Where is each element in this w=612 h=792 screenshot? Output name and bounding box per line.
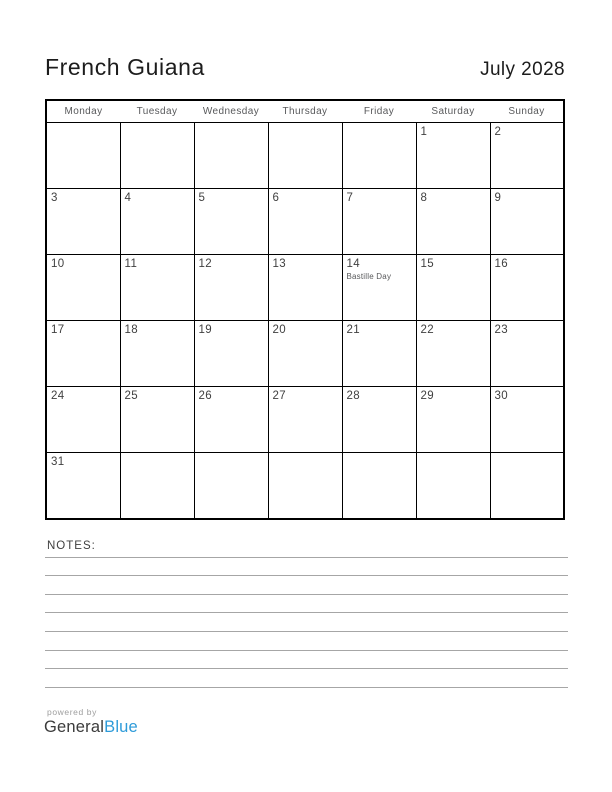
day-number: 6 [272,192,280,204]
calendar-cell [120,387,194,453]
note-line [45,669,568,688]
calendar-cell [194,453,268,520]
calendar-cell [490,387,564,453]
calendar-cell [416,123,490,189]
weekday-header: Tuesday [120,100,194,123]
calendar-cell [268,189,342,255]
notes-lines [45,539,568,688]
day-number: 28 [346,390,361,402]
calendar-cell [342,255,416,321]
brand-segment-blue: Blue [104,718,138,736]
day-number: 11 [124,258,138,270]
day-number: 20 [272,324,287,336]
calendar-cell [46,387,120,453]
calendar-cell [342,387,416,453]
day-number: 18 [124,324,139,336]
day-number: 24 [51,390,65,402]
calendar-cell [46,123,120,189]
day-number: 1 [420,126,428,138]
calendar-cell [120,189,194,255]
day-number: 29 [420,390,435,402]
calendar-cell [342,123,416,189]
day-number: 17 [51,324,65,336]
calendar-cell [268,321,342,387]
day-number: 5 [198,192,206,204]
calendar-week-row [46,255,564,321]
day-number: 10 [51,258,65,270]
day-number: 3 [51,192,58,204]
note-line [45,595,568,614]
calendar-cell [194,321,268,387]
footer-brand-block [44,707,138,737]
month-year-label: July 2028 [480,59,565,80]
calendar-cell [46,453,120,520]
document-header [45,54,565,81]
powered-by-label: powered by [47,707,97,717]
calendar-cell [194,255,268,321]
calendar-cell [120,321,194,387]
day-number: 27 [272,390,287,402]
calendar-cell [46,255,120,321]
day-number: 31 [51,456,65,468]
calendar-cell [194,123,268,189]
calendar-cell [342,321,416,387]
calendar-grid [45,99,565,520]
day-number: 30 [494,390,509,402]
note-line [45,632,568,651]
note-line [45,539,568,558]
weekday-header: Saturday [416,100,490,123]
note-line [45,576,568,595]
calendar-week-row [46,123,564,189]
calendar-cell [120,123,194,189]
weekday-header: Wednesday [194,100,268,123]
calendar-cell [120,453,194,520]
note-line [45,558,568,577]
day-number: 14 [346,258,361,270]
calendar-cell [194,189,268,255]
calendar-cell [46,321,120,387]
weekday-header: Monday [46,100,120,123]
calendar-cell [490,321,564,387]
calendar-cell [268,387,342,453]
calendar-cell [342,453,416,520]
page-title: French Guiana [45,54,205,80]
day-number: 21 [346,324,361,336]
day-number: 13 [272,258,287,270]
calendar-cell [416,321,490,387]
note-line [45,613,568,632]
calendar-cell [268,453,342,520]
calendar-cell [490,189,564,255]
day-number: 25 [124,390,139,402]
day-number: 4 [124,192,132,204]
calendar-cell [120,255,194,321]
calendar-cell [268,255,342,321]
calendar-week-row [46,321,564,387]
day-number: 19 [198,324,213,336]
brand-logo [44,718,138,737]
calendar-cell [490,453,564,520]
holiday-label: Bastille Day [346,272,392,282]
calendar-cell [46,189,120,255]
day-number: 23 [494,324,509,336]
weekday-header: Sunday [490,100,564,123]
calendar-week-row [46,387,564,453]
weekday-header: Thursday [268,100,342,123]
brand-segment-general: General [44,718,105,736]
day-number: 8 [420,192,428,204]
note-line [45,651,568,670]
calendar-week-row [46,189,564,255]
calendar-head [46,100,564,123]
calendar-cell [342,189,416,255]
day-number: 9 [494,192,502,204]
notes-label: NOTES: [47,540,96,552]
day-number: 26 [198,390,213,402]
calendar-cell [490,123,564,189]
day-number: 2 [494,126,502,138]
day-number: 7 [346,192,354,204]
calendar-cell [194,387,268,453]
calendar-cell [490,255,564,321]
day-number: 22 [420,324,435,336]
calendar-cell [416,387,490,453]
calendar-body [46,123,564,520]
calendar-cell [416,189,490,255]
calendar-cell [416,453,490,520]
calendar-week-row [46,453,564,520]
calendar-cell [416,255,490,321]
day-number: 16 [494,258,509,270]
calendar-cell [268,123,342,189]
day-number: 15 [420,258,435,270]
weekday-header: Friday [342,100,416,123]
weekday-row [46,100,564,123]
day-number: 12 [198,258,213,270]
